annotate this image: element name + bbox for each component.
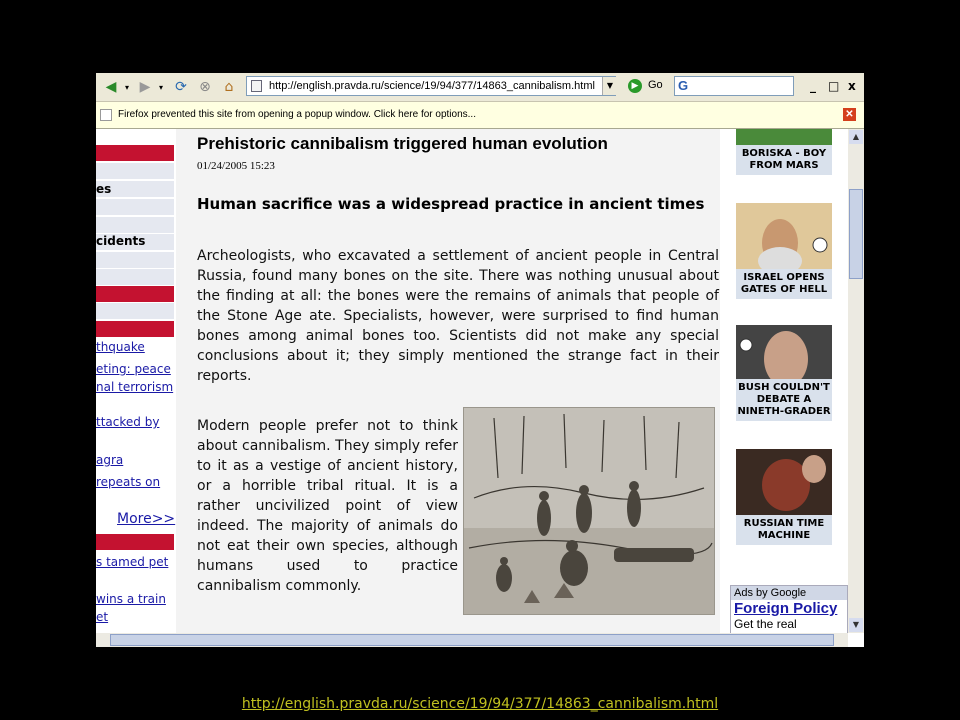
nav-link[interactable]: wins a train xyxy=(96,592,166,606)
ad-banner-caption[interactable]: RUSSIAN TIME MACHINE xyxy=(736,515,832,545)
article xyxy=(176,129,720,633)
nav-red-bar xyxy=(96,321,174,337)
address-bar[interactable] xyxy=(246,76,616,96)
popup-blocked-bar[interactable] xyxy=(96,102,864,129)
nav-link[interactable]: et xyxy=(96,610,109,624)
article-title: Prehistoric cannibalism triggered human evolution xyxy=(197,134,608,153)
address-text: http://english.pravda.ru/science/19/94/377/14863_cannibalism.html xyxy=(269,80,595,92)
nav-link[interactable]: s tamed pet xyxy=(96,555,169,569)
nav-link[interactable]: nal terrorism xyxy=(96,380,174,394)
nav-grey-bar xyxy=(96,199,174,215)
banner-portrait-icon xyxy=(736,203,832,269)
nav-link[interactable]: eting: peace xyxy=(96,362,171,376)
reload-icon[interactable]: ⟳ xyxy=(175,79,187,95)
nav-link[interactable]: ttacked by xyxy=(96,415,160,429)
ad-banner[interactable] xyxy=(736,203,832,299)
nav-grey-bar xyxy=(96,163,174,179)
popup-blocked-icon xyxy=(100,109,112,121)
scrollbar-thumb[interactable] xyxy=(110,634,834,646)
article-paragraph: Modern people prefer not to think about cannibalism. They simply refer to it as a vestige of ancient history, or a horrible tribal ritual. It is a rather uncivilized point of view indeed. The majority of animals do not eat their own species, although humans used to practice cannibalism commonly. xyxy=(197,418,458,594)
maximize-button[interactable]: □ xyxy=(828,79,840,93)
forward-dropdown-icon[interactable]: ▾ xyxy=(158,82,163,92)
article-date: 01/24/2005 15:23 xyxy=(197,160,275,172)
home-icon[interactable]: ⌂ xyxy=(224,79,234,95)
ad-banner-caption[interactable]: BORISKA - BOY FROM MARS xyxy=(736,145,832,175)
scroll-up-icon[interactable]: ▲ xyxy=(849,130,863,144)
nav-link[interactable]: repeats on xyxy=(96,475,161,489)
nav-red-bar xyxy=(96,286,174,302)
nav-grey-bar xyxy=(96,217,174,233)
nav-item[interactable]: cidents xyxy=(96,234,146,248)
google-search-box[interactable] xyxy=(674,76,794,96)
go-button[interactable]: Go xyxy=(648,79,663,91)
nav-red-bar xyxy=(96,534,174,550)
close-window-button[interactable]: x xyxy=(848,79,856,93)
browser-window xyxy=(96,73,864,647)
forward-icon[interactable]: ▶ xyxy=(139,79,151,95)
horizontal-scrollbar[interactable] xyxy=(96,633,848,647)
google-logo-icon: G xyxy=(678,78,689,93)
caption-url-link[interactable]: http://english.pravda.ru/science/19/94/377/14863_cannibalism.html xyxy=(241,696,719,712)
right-sidebar xyxy=(720,129,848,633)
left-navigation xyxy=(96,129,176,633)
scroll-down-icon[interactable]: ▼ xyxy=(849,618,863,632)
ads-header[interactable]: Ads by Google xyxy=(731,586,847,600)
article-subtitle: Human sacrifice was a widespread practice in ancient times xyxy=(197,195,705,213)
page-content xyxy=(96,129,848,633)
more-link[interactable]: More>> xyxy=(117,511,176,527)
scrollbar-thumb[interactable] xyxy=(849,189,863,279)
engraving-illustration xyxy=(464,408,714,614)
close-infobar-icon[interactable]: ✕ xyxy=(843,108,856,121)
page-icon xyxy=(251,80,262,92)
nav-grey-bar xyxy=(96,252,174,268)
ad-banner-caption[interactable]: ISRAEL OPENS GATES OF HELL xyxy=(736,269,832,299)
nav-link[interactable]: thquake xyxy=(96,340,145,354)
back-dropdown-icon[interactable]: ▾ xyxy=(124,82,129,92)
popup-blocked-text[interactable]: Firefox prevented this site from opening a popup window. Click here for options... xyxy=(118,109,476,120)
nav-item[interactable]: es xyxy=(96,182,112,196)
browser-toolbar xyxy=(96,73,864,102)
nav-link[interactable]: agra xyxy=(96,453,124,467)
engraving-image xyxy=(463,407,715,615)
address-dropdown-icon[interactable]: ▼ xyxy=(602,77,617,95)
ad-text: Get the real xyxy=(734,617,797,631)
go-icon[interactable]: ▶ xyxy=(628,79,642,93)
banner-portrait-icon xyxy=(736,449,832,515)
nav-grey-bar xyxy=(96,269,174,285)
ad-banner[interactable] xyxy=(736,449,832,545)
minimize-button[interactable]: _ xyxy=(810,79,816,93)
nav-red-bar xyxy=(96,145,174,161)
stop-icon[interactable]: ⊗ xyxy=(199,79,211,95)
back-icon[interactable]: ◀ xyxy=(105,79,117,95)
ad-banner-caption[interactable]: BUSH COULDN'T DEBATE A NINETH-GRADER xyxy=(736,379,832,421)
vertical-scrollbar[interactable] xyxy=(848,129,864,633)
nav-grey-bar xyxy=(96,303,174,319)
ad-link[interactable]: Foreign Policy xyxy=(734,600,838,617)
ad-banner[interactable] xyxy=(736,129,832,175)
ad-banner[interactable] xyxy=(736,325,832,421)
google-ads-box xyxy=(730,585,848,633)
article-paragraph: Archeologists, who excavated a settlement of ancient people in Central Russia, found many bones on the site. There was nothing unusual about the finding at all: the bones were the remains of animals that people of the Stone Age ate. Specialists, however, were surprised to find human bones among animal bones too. Scientists did not make any special conclusions about it; they simply mentioned the strange fact in their reports. xyxy=(197,248,719,384)
